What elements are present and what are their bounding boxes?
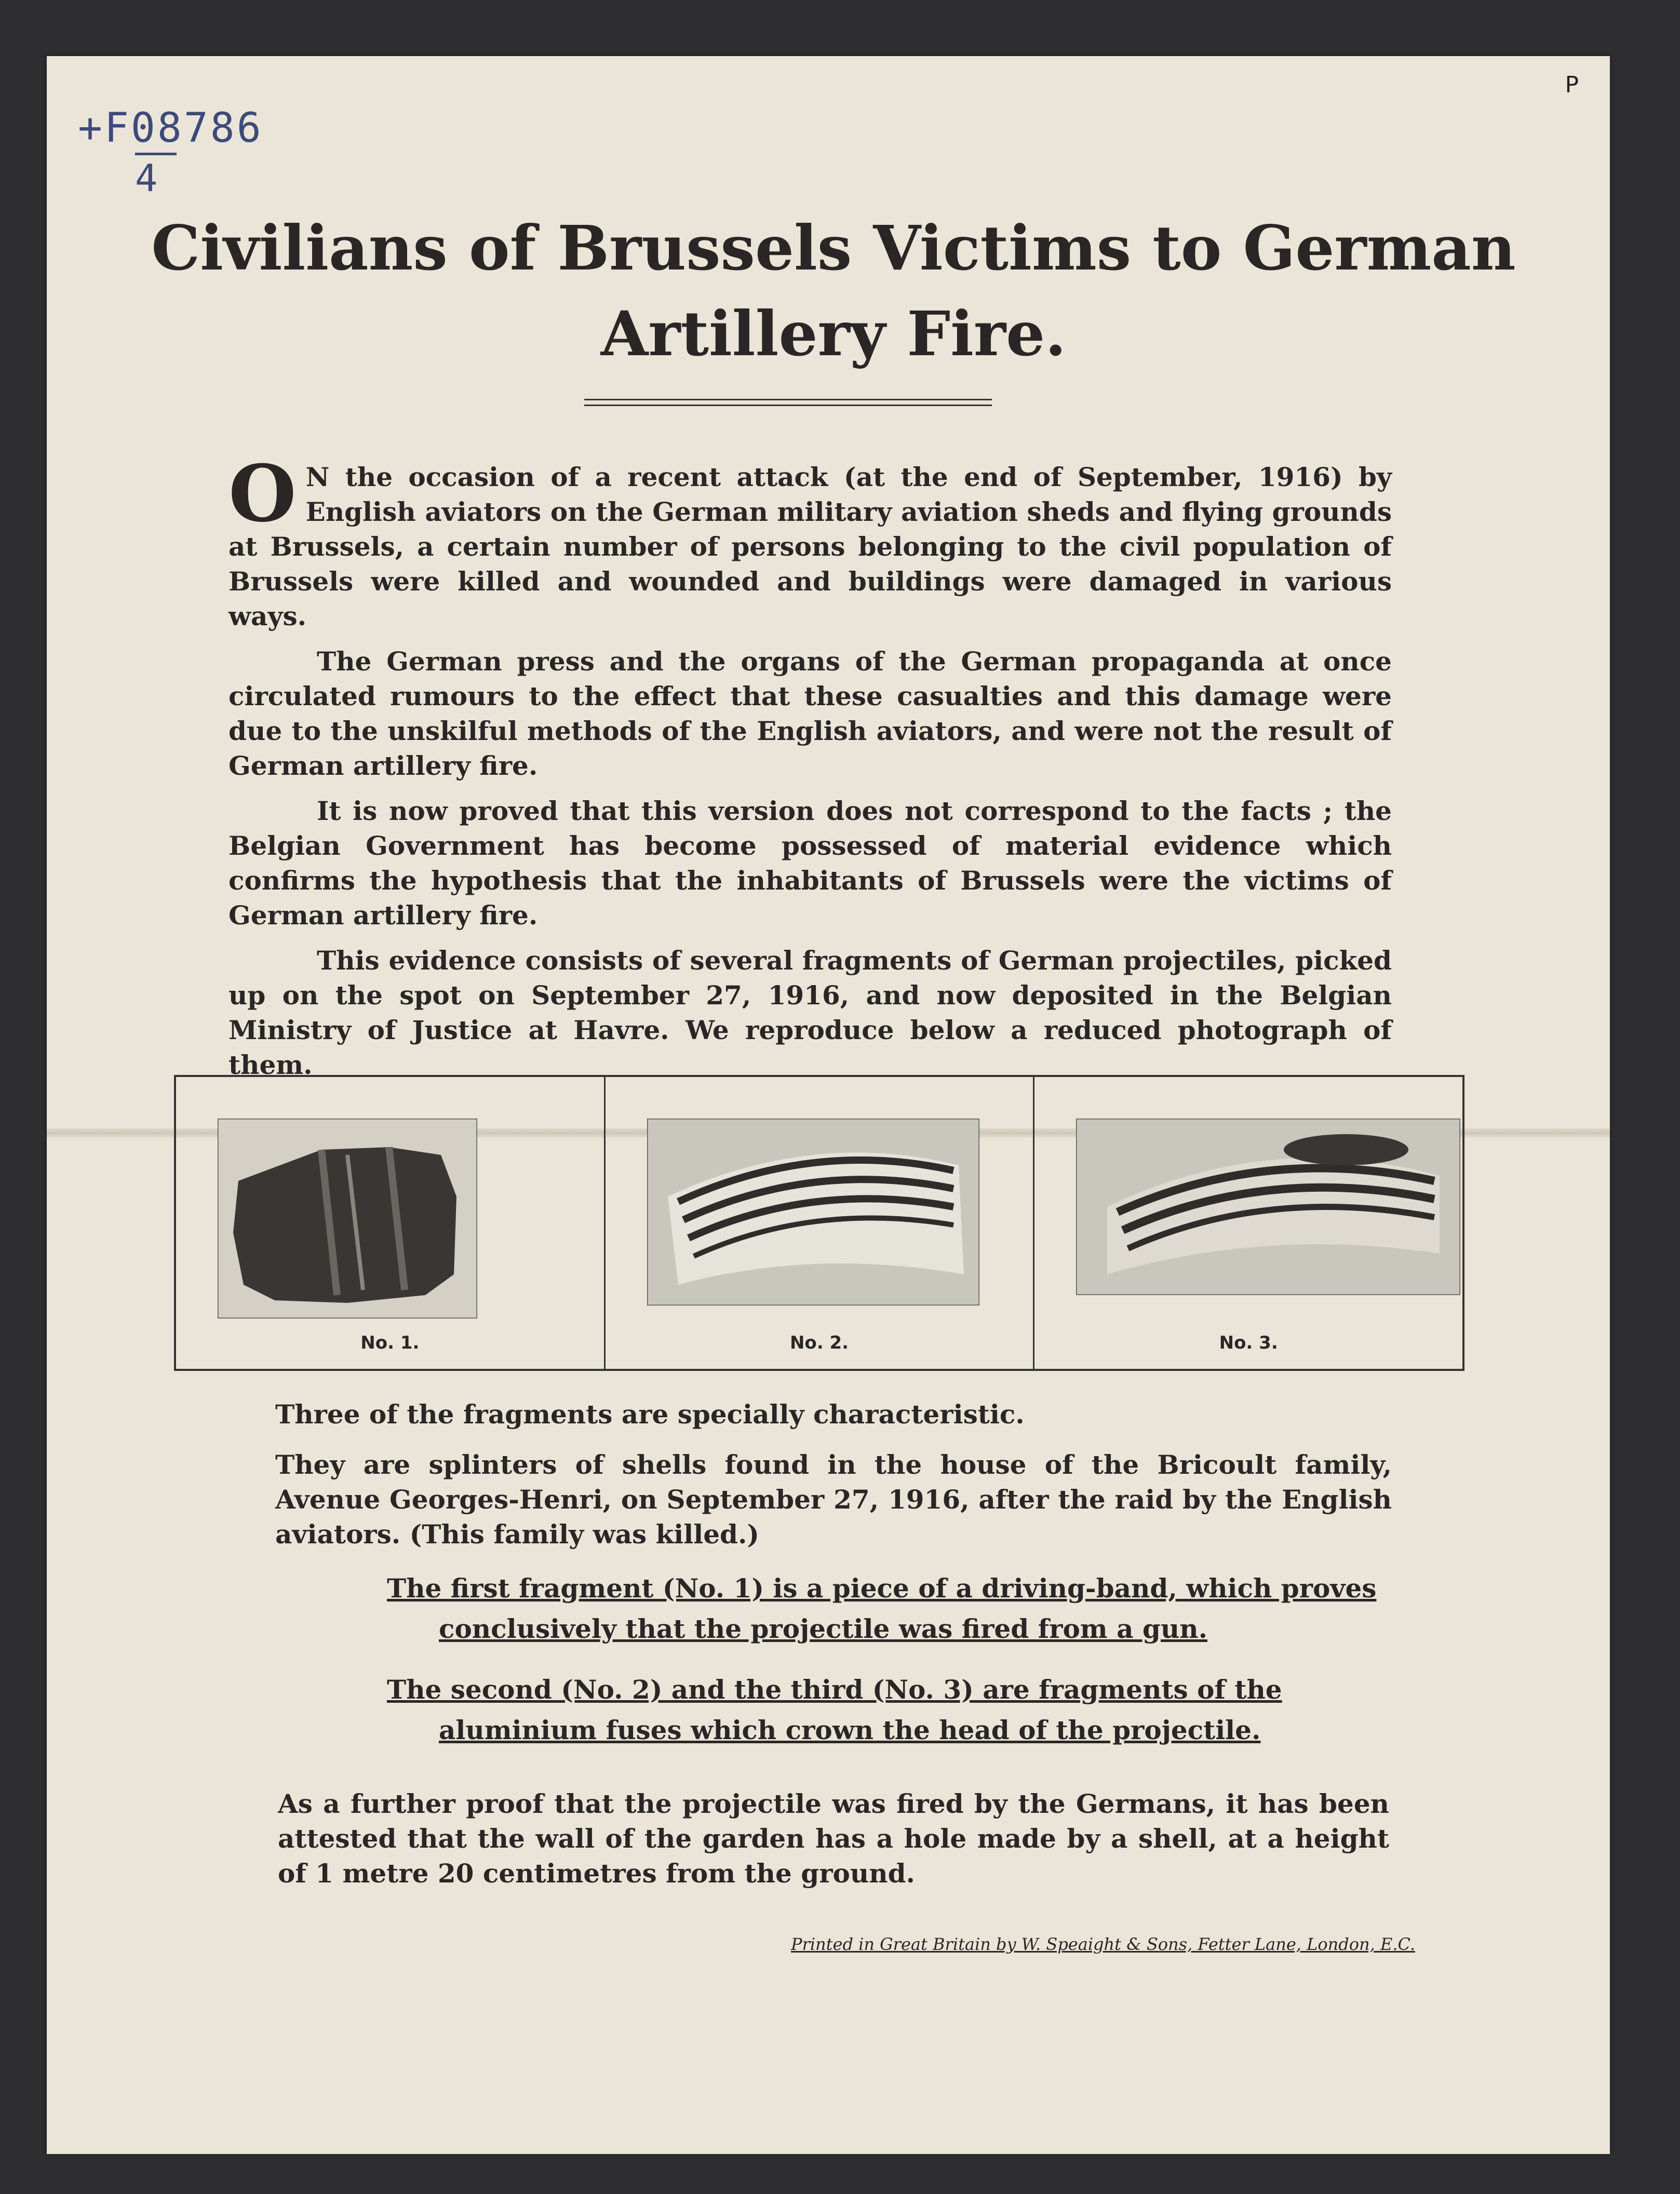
first-fragment-statement: [387, 1568, 1389, 1649]
characteristic-line: Three of the fragments are specially characteristic.: [275, 1399, 1025, 1430]
paragraph-1: [229, 448, 1392, 634]
splinters-paragraph: They are splinters of shells found in the house of the Bricoult family, Avenue Georges-Henri, on September 27, 1916, after the raid by the English aviators. (This family was killed.): [275, 1449, 1392, 1550]
title-divider: [584, 399, 992, 406]
first-fragment-line-2: conclusively that the projectile was fired from a gun.: [439, 1613, 1207, 1644]
fragment-1-photo: [218, 1119, 477, 1318]
further-proof-paragraph: As a further proof that the projectile was fired by the Germans, it has been attested that the wall of the garden has a hole made by a shell, at a height of 1 metre 20 centimetres from the ground.: [278, 1788, 1389, 1889]
second-fragment-line-1: The second (No. 2) and the third (No. 3) are fragments of the: [387, 1674, 1282, 1705]
fragments-text: [275, 1397, 1392, 1567]
photo-cell-2: [606, 1077, 1035, 1369]
photo-caption-3: No. 3.: [1219, 1332, 1278, 1353]
fragment-2-photo: [647, 1119, 979, 1305]
second-fragment-statement: [387, 1670, 1389, 1751]
first-fragment-line-1: The first fragment (No. 1) is a piece of a driving-band, which proves: [387, 1573, 1377, 1604]
fragment-photographs: [174, 1075, 1464, 1371]
catalogue-annotation: [78, 105, 263, 200]
paragraph-1-text: N the occasion of a recent attack (at the end of September, 1916) by English aviators on the German military aviation sheds and flying grounds at Brussels, a certain number of persons belonging to the civil population of Brussels were killed and wounded and buildings were damaged in various ways.: [229, 462, 1392, 631]
paragraph-2: The German press and the organs of the German propaganda at once circulated rumours to the effect that these casualties and this damage were due to the unskilful methods of the English aviators, and were not the result of German artillery fire.: [229, 646, 1392, 781]
paragraph-3: It is now proved that this version does not correspond to the facts ; the Belgian Government has become possessed of material evidence which confirms the hypothesis that the inhabitants of Brussels were the victims of German artillery fire.: [229, 796, 1392, 931]
corner-mark: P: [1565, 72, 1579, 98]
photo-caption-2: No. 2.: [789, 1332, 849, 1353]
catalogue-denominator: 4: [135, 153, 177, 197]
printer-imprint: Printed in Great Britain by W. Speaight & Sons, Fetter Lane, London, E.C.: [790, 1934, 1415, 1954]
paragraph-4: This evidence consists of several fragments of German projectiles, picked up on the spot on September 27, 1916, and now deposited in the Belgian Ministry of Justice at Havre. We reproduce below a reduced photograph of them.: [229, 945, 1392, 1080]
page-title: Civilians of Brussels Victims to German Artillery Fire.: [151, 212, 1516, 370]
catalogue-number: +F08786: [78, 105, 263, 152]
photo-cell-1: [176, 1077, 606, 1369]
drop-cap: O: [229, 448, 297, 540]
intro-text: [229, 448, 1392, 1093]
second-fragment-line-2: aluminium fuses which crown the head of the projectile.: [439, 1715, 1261, 1745]
photo-caption-1: No. 1.: [360, 1332, 420, 1353]
photo-cell-3: [1034, 1077, 1462, 1369]
fragment-3-photo: [1076, 1119, 1460, 1295]
